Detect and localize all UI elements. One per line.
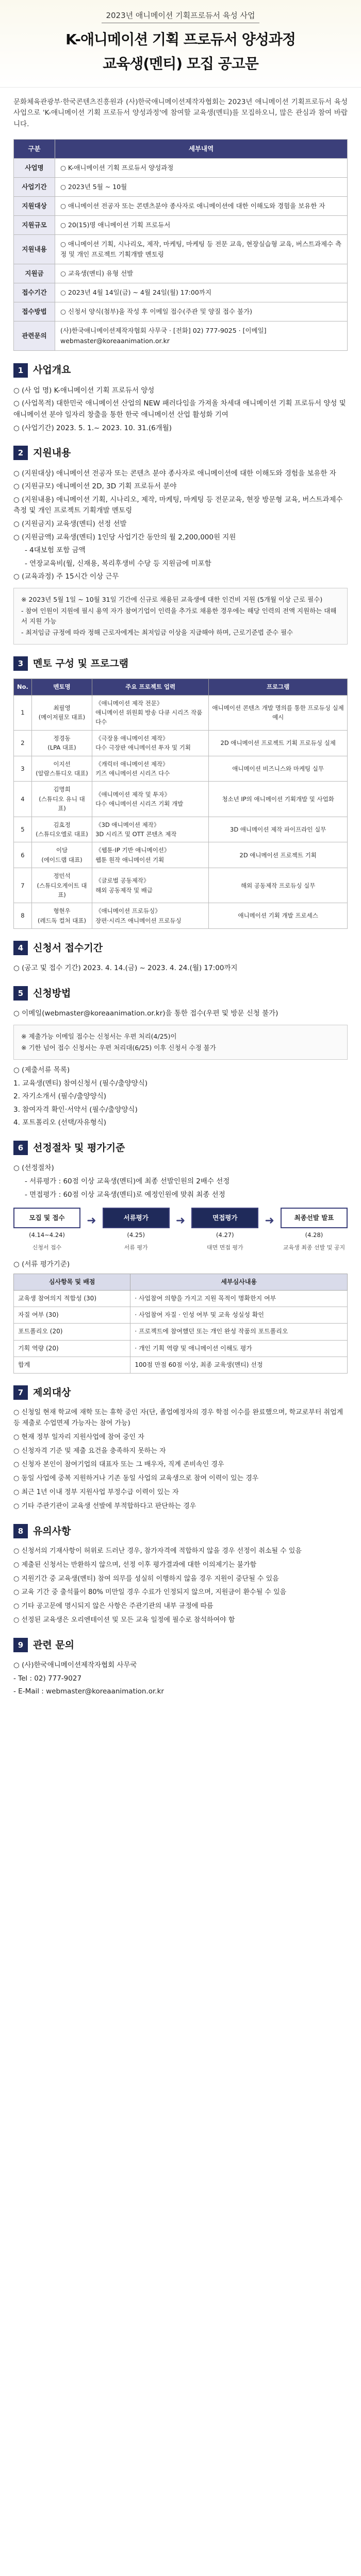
summary-label: 관련문의 [14,321,55,351]
caution-item: ○ 교육 기간 중 출석률이 80% 미만일 경우 수료가 인정되지 않으며, 지원금이 환수될 수 있음 [13,1588,287,1597]
document-item: 4. 포트폴리오 (선택/자유형식) [13,1118,106,1127]
mentor-cell: 《애니메이션 제작 전문》 애니메이션 위원회 방송 다큐 시리즈 작품 다수 [92,695,209,730]
mentor-cell: 6 [14,842,32,868]
summary-label: 지원내용 [14,235,55,264]
flow-arrow: ➜ [87,1214,96,1228]
section-7 [13,1385,348,1512]
flow-step-date: (4.28) [305,1231,323,1239]
flow-step-label: 서류평가 [103,1208,170,1228]
flow-step [281,1208,348,1252]
summary-row [14,264,348,283]
mentor-head-cell: No. [14,679,32,695]
summary-head-category: 구분 [14,140,55,159]
section-8 [13,1523,348,1626]
criteria-row [14,1290,348,1307]
criteria-cell: · 개인 기획 역량 및 애니메이션 이해도 평가 [130,1340,348,1357]
section-title: 유의사항 [33,1525,71,1537]
criteria-cell: 기획 역량 (20) [14,1340,130,1357]
criteria-cell: 포트폴리오 (20) [14,1324,130,1340]
mentor-head-cell: 멘토명 [31,679,92,695]
exclusion-item: ○ 최근 1년 이내 정부 지원사업 부정수급 이력이 있는 자 [13,1488,179,1497]
criteria-cell: 합계 [14,1357,130,1373]
summary-row [14,178,348,197]
caution-item: ○ 지원기간 중 교육생(멘티) 참여 의무를 성실히 이행하지 않을 경우 지원이 중단될 수 있음 [13,1574,279,1583]
flow-step-label: 모집 및 접수 [13,1208,80,1228]
exclusion-item: ○ 현재 정부 일자리 지원사업에 참여 중인 자 [13,1433,144,1441]
hero-subtitle: 2023년 애니메이션 기획프로듀서 육성 사업 [102,9,259,23]
criteria-cell: 자질 여부 (30) [14,1307,130,1324]
section-6 [13,1140,348,1374]
mentor-cell: 3D 애니메이션 제작 파이프라인 실무 [209,817,348,842]
hero-title: K-애니메이션 기획 프로듀서 양성과정 [65,31,296,48]
support-line: ○ (지원대상) 애니메이션 전공자 또는 콘텐츠 분야 종사자로 애니메이션에 대한 이해도와 경험을 보유한 자 [13,469,336,478]
criteria-cell: · 사업참여 의향을 가지고 지원 목적이 명확한지 여부 [130,1290,348,1307]
mentor-cell: 최필영 (메이저필모 대표) [31,695,92,730]
criteria-title: ○ (서류 평가기준) [13,1260,70,1269]
flow-arrow: ➜ [265,1214,274,1228]
caution-item: ○ 제출된 신청서는 반환하지 않으며, 선정 이후 평가결과에 대한 이의제기는 불가함 [13,1561,257,1569]
section-5 [13,986,348,1129]
flow-step-desc: 신청서 접수 [32,1244,62,1251]
summary-label: 사업기간 [14,178,55,197]
mentor-cell: 이담 (에이드랩 대표) [31,842,92,868]
hero-title-2: 교육생(멘티) 모집 공고문 [103,55,258,72]
mentor-cell: 《캐릭터 애니메이션 제작》 키즈 애니메이션 시리즈 다수 [92,756,209,782]
flow-step-desc: 서류 평가 [124,1244,148,1251]
mentor-cell: 2 [14,730,32,756]
section-number: 2 [13,446,28,460]
criteria-table [13,1274,348,1374]
mentor-row [14,695,348,730]
section-number: 6 [13,1141,28,1155]
summary-row [14,216,348,235]
section-2 [13,445,348,645]
mentor-cell: 이지선 (알람스튜디오 대표) [31,756,92,782]
mentor-cell: 4 [14,782,32,817]
mentor-cell: 《애니메이션 제작 및 투자》 다수 애니메이션 시리즈 기획 개발 [92,782,209,817]
criteria-row [14,1357,348,1373]
section-title: 멘토 구성 및 프로그램 [33,657,129,669]
mentor-cell: 김효정 (스튜디오엘로 대표) [31,817,92,842]
exclusion-item: ○ 기타 주관기관이 교육생 선발에 부적합하다고 판단하는 경우 [13,1502,196,1510]
mentor-cell: 애니메이션 기획 개발 프로세스 [209,903,348,929]
mentor-cell: 《애니메이션 프로듀싱》 장편·시리즈 애니메이션 프로듀싱 [92,903,209,929]
summary-label: 지원규모 [14,216,55,235]
selection-flow [13,1208,348,1252]
summary-row [14,283,348,302]
note-line: - 참여 인원이 지원에 필시 용역 자가 참여기업이 인력을 추가로 채용한 경우에는 해당 인력의 전액 지원하는 대해서 지원 가능 [21,606,337,625]
support-line: - 4대보험 포함 금액 [25,546,86,555]
flow-step-date: (4.14~4.24) [29,1231,65,1239]
section-title: 신청서 접수기간 [33,942,103,954]
mentor-row [14,756,348,782]
criteria-row [14,1324,348,1340]
mentor-cell: 1 [14,695,32,730]
section-number: 7 [13,1385,28,1400]
selection-line: - 서류평가 : 60점 이상 교육생(멘티)에 최종 선발인원의 2배수 선정 [25,1177,230,1185]
mentor-cell: 애니메이션 콘텐츠 개발 명의를 통한 프로듀싱 실제 예시 [209,695,348,730]
overview-line: ○ (사업기간) 2023. 5. 1.~ 2023. 10. 31.(6개월) [13,423,172,432]
support-line: ○ (교육과정) 주 15시간 이상 근무 [13,572,119,581]
section-number: 4 [13,941,28,955]
flow-step-date: (4.27) [216,1231,234,1239]
summary-value: ○ K-애니메이션 기획 프로듀서 양성과정 [55,159,348,178]
summary-head-detail: 세부내역 [55,140,348,159]
section-title: 제외대상 [33,1386,71,1398]
selection-line: ○ (선정절차) [13,1164,54,1173]
summary-value: (사)한국애니메이션제작자협회 사무국 · [전화] 02) 777-9025 · [이메일] webmaster@koreaanimation.or.kr [55,321,348,351]
criteria-row [14,1307,348,1324]
summary-row [14,159,348,178]
mentor-head-cell: 프로그램 [209,679,348,695]
mentor-cell: 형현우 (레드독 컬처 대표) [31,903,92,929]
document-item: 1. 교육생(멘티) 참여신청서 (필수/출양양식) [13,1079,148,1088]
selection-line: - 면접평가 : 60점 이상 교육생(멘티)로 예정인원에 맞춰 최종 선정 [25,1190,225,1199]
summary-table [13,139,348,351]
mentor-cell: 애니메이션 비즈니스와 마케팅 실무 [209,756,348,782]
note-box [13,1025,348,1060]
support-line: ○ (지원내용) 애니메이션 기획, 시나리오, 제작, 마케팅, 마케팅 등 전문교육, 현장 방문형 교육, 버스트과제수 측정 및 개인 프로젝트 기획개발 멘토링 [13,495,343,515]
contact-line: - E-Mail : webmaster@koreaanimation.or.kr [13,1687,164,1696]
mentor-row [14,842,348,868]
summary-value: ○ 신청서 양식(첨부)을 작성 후 이메일 접수(주관 및 양질 접수 불가) [55,302,348,321]
section-9 [13,1637,348,1698]
note-line: - 최저임금 규정에 따라 정해 근로자에게는 최저임금 이상을 지급해야 하며, 근로기준법 준수 필수 [21,628,293,636]
mentor-row [14,730,348,756]
intro-text: 문화체육관광부·한국콘텐츠진흥원과 (사)한국애니메이션제작자협회는 2023년 애니메이션 기획프로듀서 육성 사업으로 'K-애니메이션 기획 프로듀서 양성과정'에 참여할 교육생(멘티)를 모집하오니, 많은 관심과 참여 바랍니다. [13,97,348,128]
exclusion-item: ○ 동일 사업에 중복 지원하거나 기존 동일 사업의 교육생으로 참여 이력이 있는 경우 [13,1475,259,1483]
summary-label: 접수기간 [14,283,55,302]
summary-value: ○ 교육생(멘티) 유형 선발 [55,264,348,283]
flow-step [103,1208,170,1252]
mentor-cell: 2D 애니메이션 프로젝트 기획 프로듀싱 실제 [209,730,348,756]
flow-step-date: (4.25) [127,1231,145,1239]
hero-banner [0,0,361,88]
section-number: 1 [13,363,28,378]
note-line: ※ 기한 넘어 접수 신청서는 우편 처리대(6/25) 이후 신청서 수정 불가 [21,1044,216,1052]
support-line: ○ (지원금액) 교육생(멘티) 1인당 사업기간 동안의 월 2,200,000원 지원 [13,533,236,541]
criteria-cell: · 프로젝트에 참여했던 또는 개인 완성 작품의 포트폴리오 [130,1324,348,1340]
support-line: ○ (지원금지) 교육생(멘티) 선정 선발 [13,519,127,528]
mentor-cell: 《웹툰·IP 기반 애니메이션》 웹툰 원작 애니메이션 기획 [92,842,209,868]
mentor-cell: 《글로벌 공동제작》 해외 공동제작 및 배급 [92,868,209,903]
summary-label: 접수방법 [14,302,55,321]
mentor-row [14,782,348,817]
mentor-cell: 2D 애니메이션 프로젝트 기획 [209,842,348,868]
mentor-cell: 청소년 IP의 애니메이션 기획개발 및 사업화 [209,782,348,817]
mentor-head-cell: 주요 프로젝트 업력 [92,679,209,695]
summary-value: ○ 2023년 5월 ~ 10월 [55,178,348,197]
overview-line: ○ (사 업 명) K-애니메이션 기획 프로듀서 양성 [13,386,155,395]
document-item: 3. 참여자격 확인·서약서 (필수/출양양식) [13,1105,138,1114]
summary-row [14,235,348,264]
caution-item: ○ 기타 공고문에 명시되지 않은 사항은 주관기관의 내부 규정에 따름 [13,1602,214,1611]
section-title: 사업개요 [33,364,71,376]
section-1 [13,362,348,434]
overview-line: ○ (사업목적) 대한민국 애니메이션 산업의 NEW 패러다임을 가져올 차세대 애니메이션 기획 프로듀서 양성 및 애니메이션 분야 일자리 창출을 통한 한국 애니메이션 산업 활성화 기여 [13,399,346,419]
exclusion-item: ○ 신청자격 기준 및 제출 요건을 충족하지 못하는 자 [13,1447,166,1455]
period-line: ○ (공고 및 접수 기간) 2023. 4. 14.(금) ~ 2023. 4. 24.(월) 17:00까지 [13,964,238,973]
support-line: ○ (지원규모) 애니메이션 2D, 3D 기획 프로듀서 분야 [13,482,177,491]
criteria-cell: 100점 만점 60점 이상, 최종 교육생(멘티) 선정 [130,1357,348,1373]
summary-value: ○ 2023년 4월 14일(금) ~ 4월 24일(월) 17:00까지 [55,283,348,302]
summary-label: 사업명 [14,159,55,178]
document-item: 2. 자기소개서 (필수/출양양식) [13,1092,106,1101]
summary-row [14,197,348,216]
summary-value: ○ 20(15)명 애니메이션 기획 프로듀서 [55,216,348,235]
section-title: 관련 문의 [33,1639,75,1651]
summary-row [14,302,348,321]
note-line: ※ 2023년 5월 1일 ~ 10월 31일 기간에 신규로 채용된 교육생에 대한 인건비 지원 (5개월 이상 근로 필수) [21,595,323,603]
summary-label: 지원대상 [14,197,55,216]
section-title: 선정절차 및 평가기준 [33,1142,125,1154]
caution-item: ○ 선정된 교육생은 오리엔테이션 및 모든 교육 일정에 필수로 참석하여야 함 [13,1616,235,1624]
summary-row [14,321,348,351]
mentor-cell: 정경동 (LPA 대표) [31,730,92,756]
flow-step-label: 면접평가 [191,1208,258,1228]
mentor-cell: 7 [14,868,32,903]
flow-step-desc: 대면 면접 평가 [206,1244,243,1251]
note-line: ※ 제출가능 이메일 접수는 신청서는 우편 처리(4/25)이 [21,1032,177,1041]
section-number: 5 [13,986,28,1001]
section-4 [13,940,348,974]
mentor-row [14,817,348,842]
mentor-cell: 5 [14,817,32,842]
flow-step-label: 최종선발 발표 [281,1208,348,1228]
exclusion-item: ○ 신청일 현재 학교에 재학 또는 휴학 중인 자(단, 졸업예정자의 경우 학점 이수를 완료했으며, 학교로부터 취업계 등 제출로 수업면제 가능자는 참여 가능) [13,1409,343,1428]
summary-label: 지원금 [14,264,55,283]
mentor-cell: 김명희 (스튜디오 유니 대표) [31,782,92,817]
criteria-head-cell: 세부심사내용 [130,1274,348,1290]
section-number: 8 [13,1524,28,1538]
mentor-cell: 해외 공동제작 프로듀싱 실무 [209,868,348,903]
section-number: 3 [13,656,28,671]
mentor-cell: 《극장용 애니메이션 제작》 다수 극장판 애니메이션 투자 및 기획 [92,730,209,756]
contact-line: ○ (사)한국애니메이션제작자협회 사무국 [13,1661,137,1670]
criteria-row [14,1340,348,1357]
flow-arrow: ➜ [175,1214,186,1228]
mentor-table [13,679,348,929]
criteria-cell: · 사업참여 자질 · 인성 여부 및 교육 성실성 확인 [130,1307,348,1324]
method-line: ○ 이메일(webmaster@koreaanimation.or.kr)을 통한 접수(우편 및 방문 신청 불가) [13,1009,278,1018]
summary-value: ○ 애니메이션 전공자 또는 콘텐츠분야 종사자로 애니메이션에 대한 이해도와 경험을 보유한 자 [55,197,348,216]
section-number: 9 [13,1638,28,1652]
mentor-cell: 3 [14,756,32,782]
docs-title: ○ (제출서류 목록) [13,1066,70,1075]
criteria-cell: 교육생 참여의지 적합성 (30) [14,1290,130,1307]
summary-value: ○ 애니메이션 기획, 시나리오, 제작, 마케팅, 마케팅 등 전문 교육, 현장실습형 교육, 버스트과제수 측정 및 개인 프로젝트 기획개발 멘토링 [55,235,348,264]
mentor-cell: 정민석 (스튜디오게이트 대표) [31,868,92,903]
flow-step [191,1208,258,1252]
section-title: 지원내용 [33,447,71,459]
criteria-head-cell: 심사항목 및 배점 [14,1274,130,1290]
mentor-row [14,868,348,903]
section-3 [13,656,348,929]
contact-line: - Tel : 02) 777-9027 [13,1674,82,1683]
mentor-cell: 8 [14,903,32,929]
flow-step-desc: 교육생 최종 선발 및 공지 [283,1244,346,1251]
flow-step [13,1208,80,1252]
support-line: - 연장교육비(월, 신재용, 복리후생비 수당 등 지원금에 미포함 [25,559,211,568]
caution-item: ○ 신청서의 기재사항이 허위로 드러난 경우, 참가자격에 적합하지 않을 경우 선정이 취소될 수 있음 [13,1547,302,1555]
mentor-row [14,903,348,929]
section-title: 신청방법 [33,988,71,999]
note-box [13,588,348,645]
exclusion-item: ○ 신청자 본인이 참여기업의 대표자 또는 그 배우자, 직계 존비속인 경우 [13,1461,224,1469]
mentor-cell: 《3D 애니메이션 제작》 3D 시리즈 및 OTT 콘텐츠 제작 [92,817,209,842]
